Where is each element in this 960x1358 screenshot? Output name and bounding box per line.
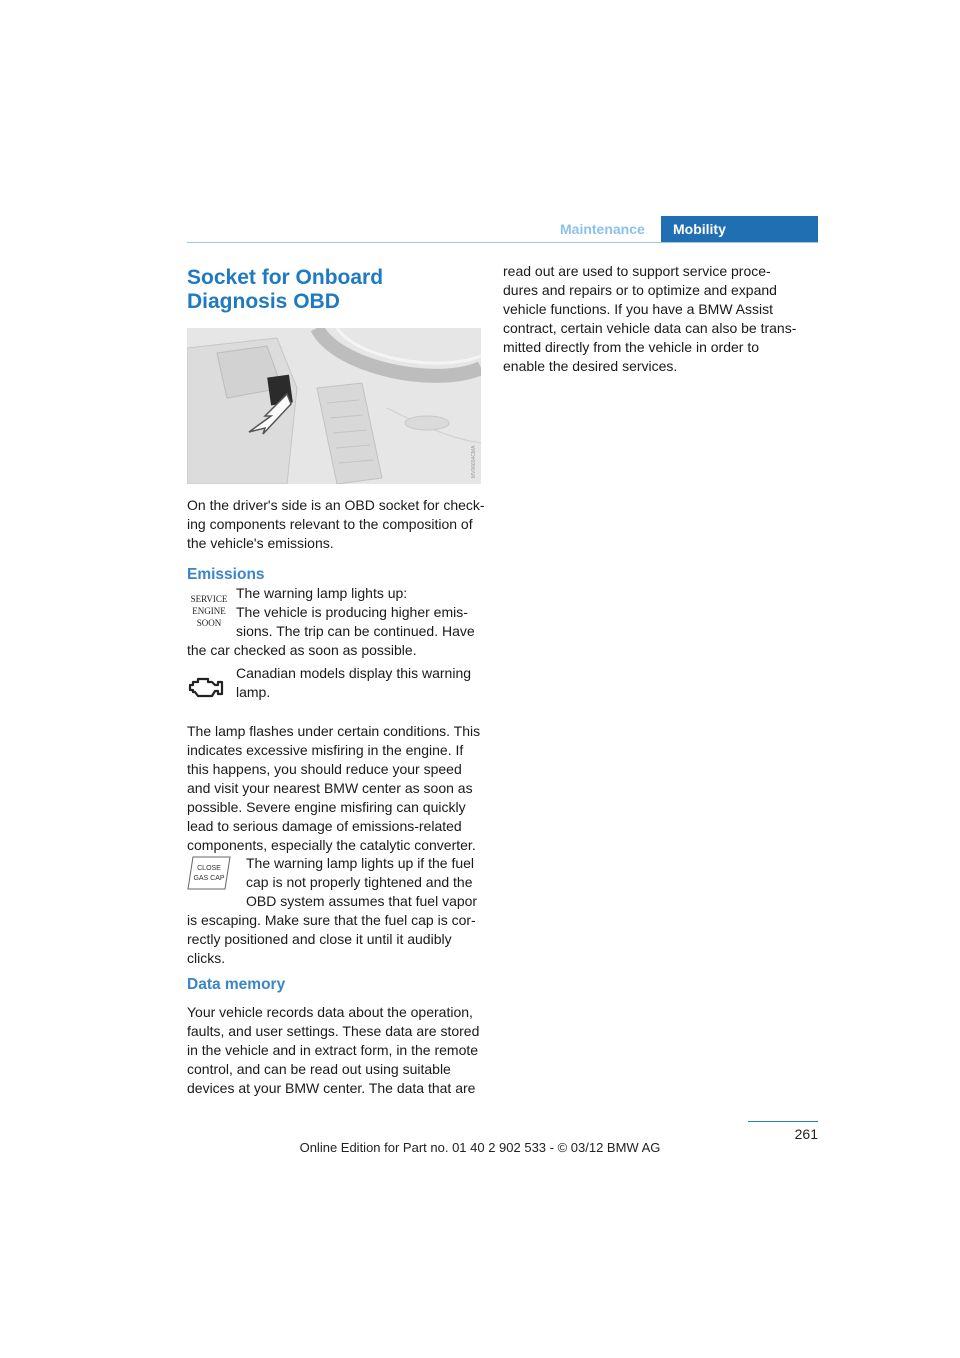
text-line: cap is not properly tightened and the — [246, 874, 473, 890]
text-line: The warning lamp lights up if the fuel — [246, 855, 475, 871]
page-title — [187, 266, 383, 314]
lamp-text: SOON — [196, 618, 222, 628]
figure-code: MV06654CMA — [471, 445, 477, 478]
close-gas-cap-icon — [187, 856, 231, 890]
title-line: Diagnosis OBD — [187, 290, 340, 313]
lamp-text: ENGINE — [192, 606, 226, 616]
intro-paragraph — [187, 496, 485, 553]
text-line: contract, certain vehicle data can also be trans- — [503, 320, 797, 336]
text-line: sions. The trip can be continued. Have — [236, 623, 475, 639]
flash-paragraph — [187, 722, 480, 855]
text-line: control, and can be read out using suitable — [187, 1061, 451, 1077]
text-line: On the driver's side is an OBD socket for check- — [187, 497, 485, 513]
data-memory-paragraph-continued — [503, 262, 796, 376]
text-line: this happens, you should reduce your speed — [187, 761, 462, 777]
lamp-text: GAS CAP — [193, 875, 225, 882]
service-engine-soon-icon — [189, 592, 229, 630]
data-memory-paragraph — [187, 1003, 479, 1098]
text-line: possible. Severe engine misfiring can quickly — [187, 799, 466, 815]
text-line: vehicle functions. If you have a BMW Assist — [503, 301, 774, 317]
obd-socket-illustration — [187, 328, 481, 484]
text-line: lamp. — [236, 684, 271, 700]
text-line: lead to serious damage of emissions-related — [187, 818, 462, 834]
check-engine-icon — [188, 676, 224, 700]
data-memory-heading: Data memory — [187, 976, 286, 993]
text-line: Canadian models display this warning — [236, 665, 472, 681]
canadian-lamp-paragraph — [236, 664, 471, 702]
page-number-rule — [748, 1121, 818, 1122]
gas-cap-paragraph-end — [187, 911, 476, 968]
text-line: devices at your BMW center. The data that are — [187, 1080, 476, 1096]
header-section-label: Maintenance — [560, 221, 645, 237]
text-line: OBD system assumes that fuel vapor — [246, 893, 478, 909]
emissions-heading: Emissions — [187, 566, 265, 583]
text-line: dures and repairs or to optimize and expand — [503, 282, 777, 298]
text-line: components, especially the catalytic converter. — [187, 837, 476, 853]
footer-text: Online Edition for Part no. 01 40 2 902 533 - © 03/12 BMW AG — [299, 1140, 661, 1155]
text-line: The lamp flashes under certain conditions. This — [187, 723, 481, 739]
text-line: clicks. — [187, 950, 226, 966]
text-line: faults, and user settings. These data are stored — [187, 1023, 480, 1039]
text-line: is escaping. Make sure that the fuel cap is cor- — [187, 912, 476, 928]
text-line: indicates excessive misfiring in the engine. If — [187, 742, 464, 758]
text-line: read out are used to support service proce- — [503, 263, 771, 279]
lamp-text: SERVICE — [190, 594, 228, 604]
text-line: and visit your nearest BMW center as soon as — [187, 780, 473, 796]
text-line: The warning lamp lights up: — [236, 585, 408, 601]
title-line: Socket for Onboard — [187, 266, 384, 289]
text-line: Your vehicle records data about the operation, — [187, 1004, 473, 1020]
text-line: mitted directly from the vehicle in order to — [503, 339, 759, 355]
text-line: the vehicle's emissions. — [187, 535, 334, 551]
page-number: 261 — [794, 1126, 818, 1142]
service-lamp-paragraph — [236, 584, 475, 641]
text-line: rectly positioned and close it until it audibly — [187, 931, 452, 947]
header-chapter-tab: Mobility — [661, 216, 818, 243]
text-line: enable the desired services. — [503, 358, 678, 374]
lamp-text: CLOSE — [197, 865, 221, 872]
service-lamp-paragraph-end: the car checked as soon as possible. — [187, 642, 417, 658]
header-rule — [187, 242, 818, 243]
text-line: in the vehicle and in extract form, in the remote — [187, 1042, 479, 1058]
gas-cap-paragraph — [246, 854, 477, 911]
text-line: ing components relevant to the composition of — [187, 516, 473, 532]
text-line: The vehicle is producing higher emis- — [236, 604, 468, 620]
